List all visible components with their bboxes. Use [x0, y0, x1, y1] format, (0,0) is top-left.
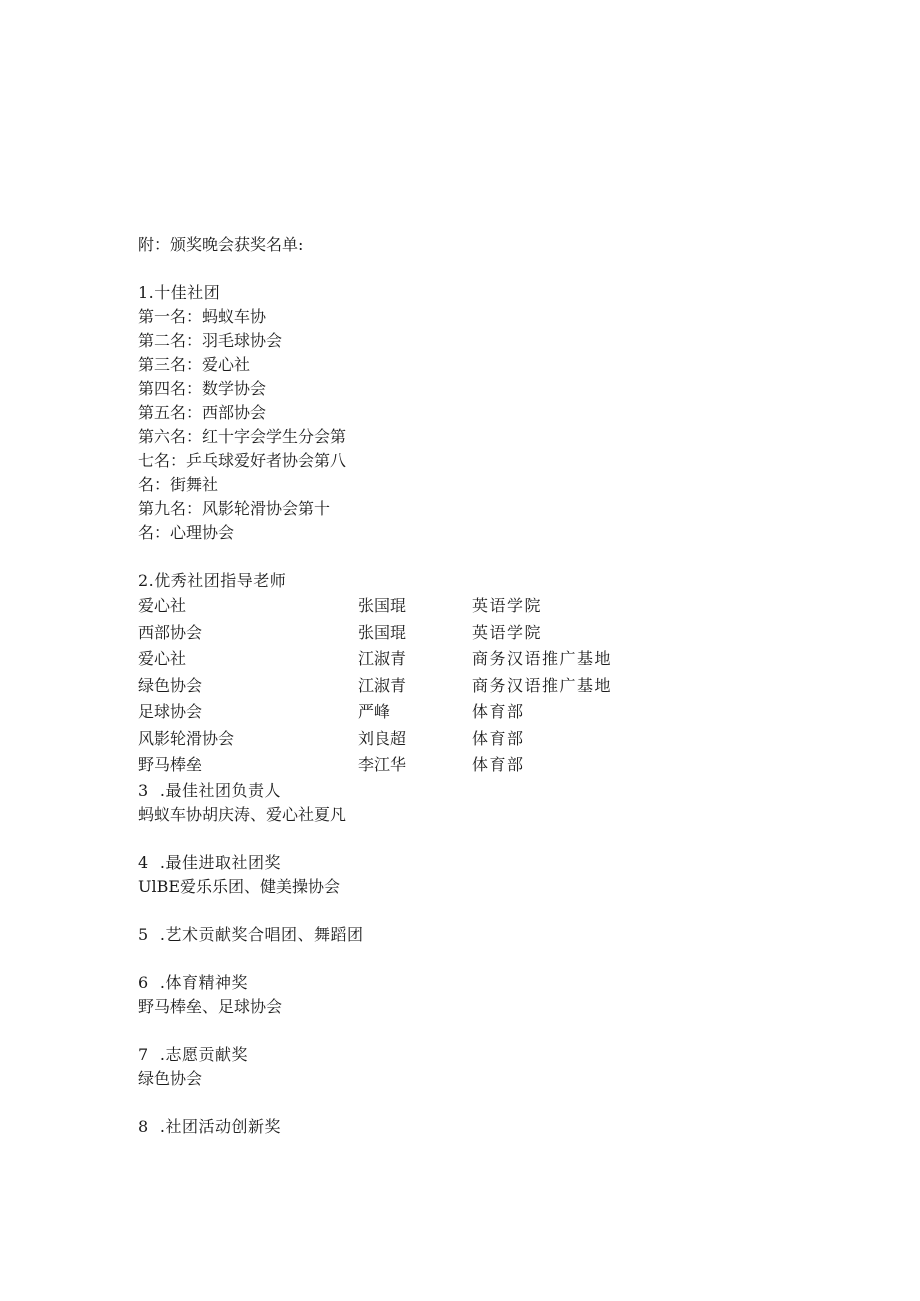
section-6-body: 野马棒垒、足球协会: [138, 996, 283, 1016]
table-row: [138, 726, 838, 753]
section-7-body: 绿色协会: [138, 1068, 203, 1088]
section-1-title: 1.十佳社团: [138, 283, 221, 302]
club-cell: 野马棒垒: [138, 755, 203, 774]
rank-line: 第二名：羽毛球协会: [138, 331, 283, 350]
section-8-title: 8 .社团活动创新奖: [138, 1116, 281, 1136]
rank-line: 第一名：蚂蚁车协: [138, 307, 267, 326]
rank-line: 第六名：红十字会学生分会第: [138, 427, 347, 446]
rank-line: 名：街舞社: [138, 475, 219, 494]
advisor-table: [138, 593, 838, 779]
club-cell: 风影轮滑协会: [138, 728, 235, 748]
rank-line: 七名：乒乓球爱好者协会第八: [138, 451, 347, 470]
department-cell: 商务汉语推广基地: [472, 675, 613, 695]
document-heading: 附：颁奖晚会获奖名单:: [138, 235, 304, 254]
table-row: [138, 620, 838, 647]
table-row: [138, 646, 838, 673]
table-row: [138, 752, 838, 779]
department-cell: 商务汉语推广基地: [472, 649, 613, 668]
award-list-document: [138, 233, 838, 1139]
club-cell: 绿色协会: [138, 675, 203, 695]
club-cell: 爱心社: [138, 596, 187, 615]
rank-line: 名：心理协会: [138, 523, 235, 542]
section-4-title: 4 .最佳进取社团奖: [138, 852, 281, 872]
rank-line: 第九名：风影轮滑协会第十: [138, 499, 331, 518]
section-4-body: UlBE爱乐乐团、健美操协会: [138, 876, 341, 896]
department-cell: 体育部: [472, 702, 525, 721]
rank-line: 第五名：西部协会: [138, 403, 267, 422]
teacher-cell: 张国琨: [358, 596, 407, 615]
club-cell: 足球协会: [138, 702, 203, 721]
teacher-cell: 刘良超: [358, 728, 407, 748]
department-cell: 体育部: [472, 728, 525, 748]
teacher-cell: 李江华: [358, 755, 407, 774]
section-3-body: 蚂蚁车协胡庆涛、爱心社夏凡: [138, 804, 347, 824]
table-row: [138, 593, 838, 620]
club-cell: 爱心社: [138, 649, 187, 668]
section-7-title: 7 .志愿贡献奖: [138, 1044, 248, 1064]
club-cell: 西部协会: [138, 622, 203, 642]
section-5-title: 5 .艺术贡献奖合唱团、舞蹈团: [138, 924, 364, 944]
rank-line: 第四名：数学协会: [138, 379, 267, 398]
table-row: [138, 673, 838, 700]
section-2-title: 2.优秀社团指导老师: [138, 571, 287, 590]
department-cell: 英语学院: [472, 596, 543, 615]
teacher-cell: 江淑青: [358, 649, 407, 668]
section-3-title: 3 .最佳社团负责人: [138, 780, 281, 800]
section-6-title: 6 .体育精神奖: [138, 972, 248, 992]
teacher-cell: 严峰: [358, 702, 391, 721]
table-row: [138, 699, 838, 726]
department-cell: 体育部: [472, 755, 525, 774]
teacher-cell: 江淑青: [358, 675, 407, 695]
teacher-cell: 张国琨: [358, 622, 407, 642]
department-cell: 英语学院: [472, 622, 543, 642]
rank-line: 第三名：爱心社: [138, 355, 251, 374]
